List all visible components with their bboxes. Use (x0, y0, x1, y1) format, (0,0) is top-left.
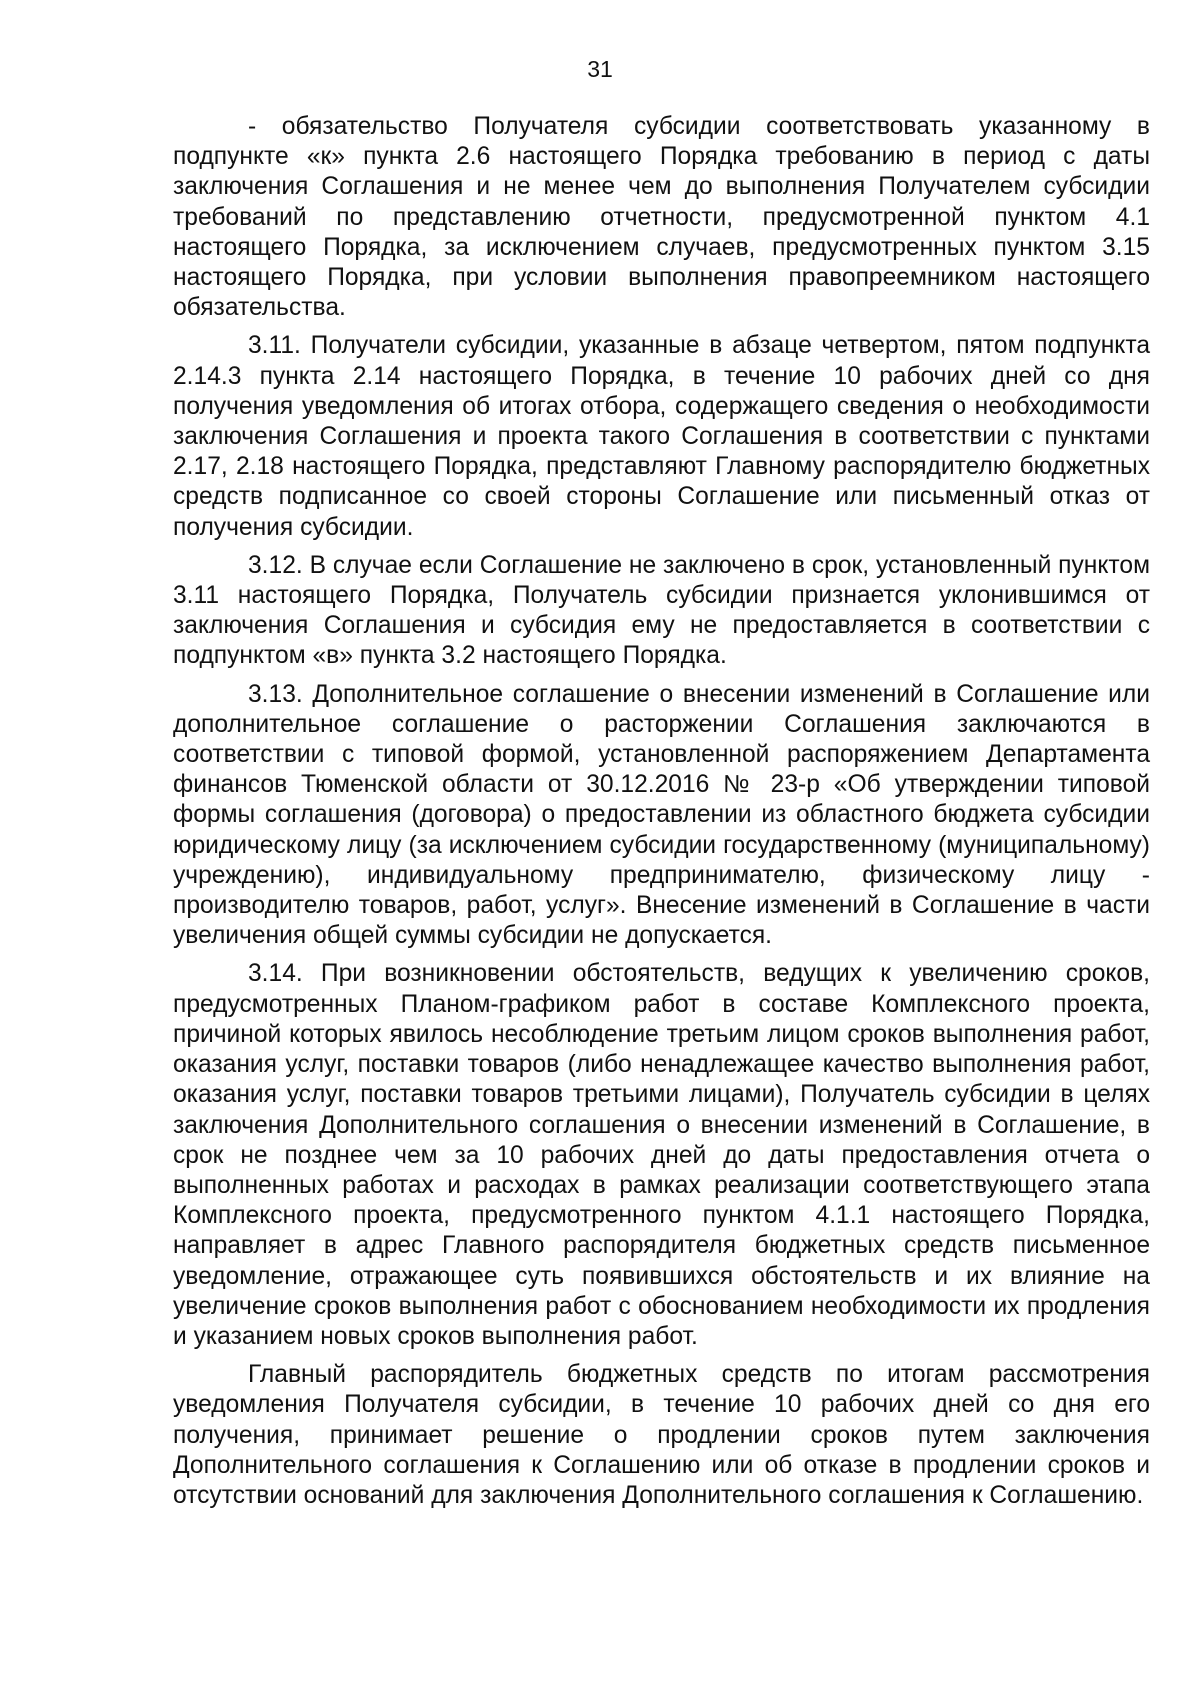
paragraph-3-14: 3.14. При возникновении обстоятельств, ведущих к увеличению сроков, предусмотренных Планом-графиком работ в составе Комплексного проекта, причиной которых явилось несоблюдение третьим лицом сроков выполнения работ, оказания услуг, поставки товаров (либо ненадлежащее качество выполнения работ, оказания услуг, поставки товаров третьими лицами), Получатель субсидии в целях заключения Дополнительного соглашения о внесении изменений в Соглашение, в срок не позднее чем за 10 рабочих дней до даты предоставления отчета о выполненных работах и расходах в рамках реализации соответствующего этапа Комплексного проекта, предусмотренного пунктом 4.1.1 настоящего Порядка, направляет в адрес Главного распорядителя бюджетных средств письменное уведомление, отражающее суть появившихся обстоятельств и их влияние на увеличение сроков выполнения работ с обоснованием необходимости их продления и указанием новых сроков выполнения работ. (173, 960, 1150, 1350)
paragraph-chief-administrator: Главный распорядитель бюджетных средств по итогам рассмотрения уведомления Получателя субсидии, в течение 10 рабочих дней со дня его получения, принимает решение о продлении сроков путем заключения Дополнительного соглашения к Соглашению или об отказе в продлении сроков и отсутствии оснований для заключения Дополнительного соглашения к Соглашению. (173, 1361, 1150, 1509)
paragraph-3-13: 3.13. Дополнительное соглашение о внесении изменений в Соглашение или дополнительное соглашение о расторжении Соглашения заключаются в соответствии с типовой формой, установленной распоряжением Департамента финансов Тюменской области от 30.12.2016 № 23-р «Об утверждении типовой формы соглашения (договора) о предоставлении из областного бюджета субсидии юридическому лицу (за исключением субсидии государственному (муниципальному) учреждению), индивидуальному предпринимателю, физическому лицу - производителю товаров, работ, услуг». Внесение изменений в Соглашение в части увеличения общей суммы субсидии не допускается. (173, 680, 1150, 950)
document-body (173, 112, 1150, 1519)
paragraph-obligation: - обязательство Получателя субсидии соответствовать указанному в подпункте «к» пункта 2.6 настоящего Порядка требованию в период с даты заключения Соглашения и не менее чем до выполнения Получателем субсидии требований по представлению отчетности, предусмотренной пунктом 4.1 настоящего Порядка, за исключением случаев, предусмотренных пунктом 3.15 настоящего Порядка, при условии выполнения правопреемником настоящего обязательства. (173, 113, 1150, 322)
page-number: 31 (587, 56, 613, 82)
paragraph-3-12: 3.12. В случае если Соглашение не заключено в срок, установленный пунктом 3.11 настоящего Порядка, Получатель субсидии признается уклонившимся от заключения Соглашения и субсидия ему не предоставляется в соответствии с подпунктом «в» пункта 3.2 настоящего Порядка. (173, 551, 1150, 670)
paragraph-3-11: 3.11. Получатели субсидии, указанные в абзаце четвертом, пятом подпункта 2.14.3 пункта 2.14 настоящего Порядка, в течение 10 рабочих дней со дня получения уведомления об итогах отбора, содержащего сведения о необходимости заключения Соглашения и проекта такого Соглашения в соответствии с пунктами 2.17, 2.18 настоящего Порядка, представляют Главному распорядителю бюджетных средств подписанное со своей стороны Соглашение или письменный отказ от получения субсидии. (173, 332, 1150, 541)
